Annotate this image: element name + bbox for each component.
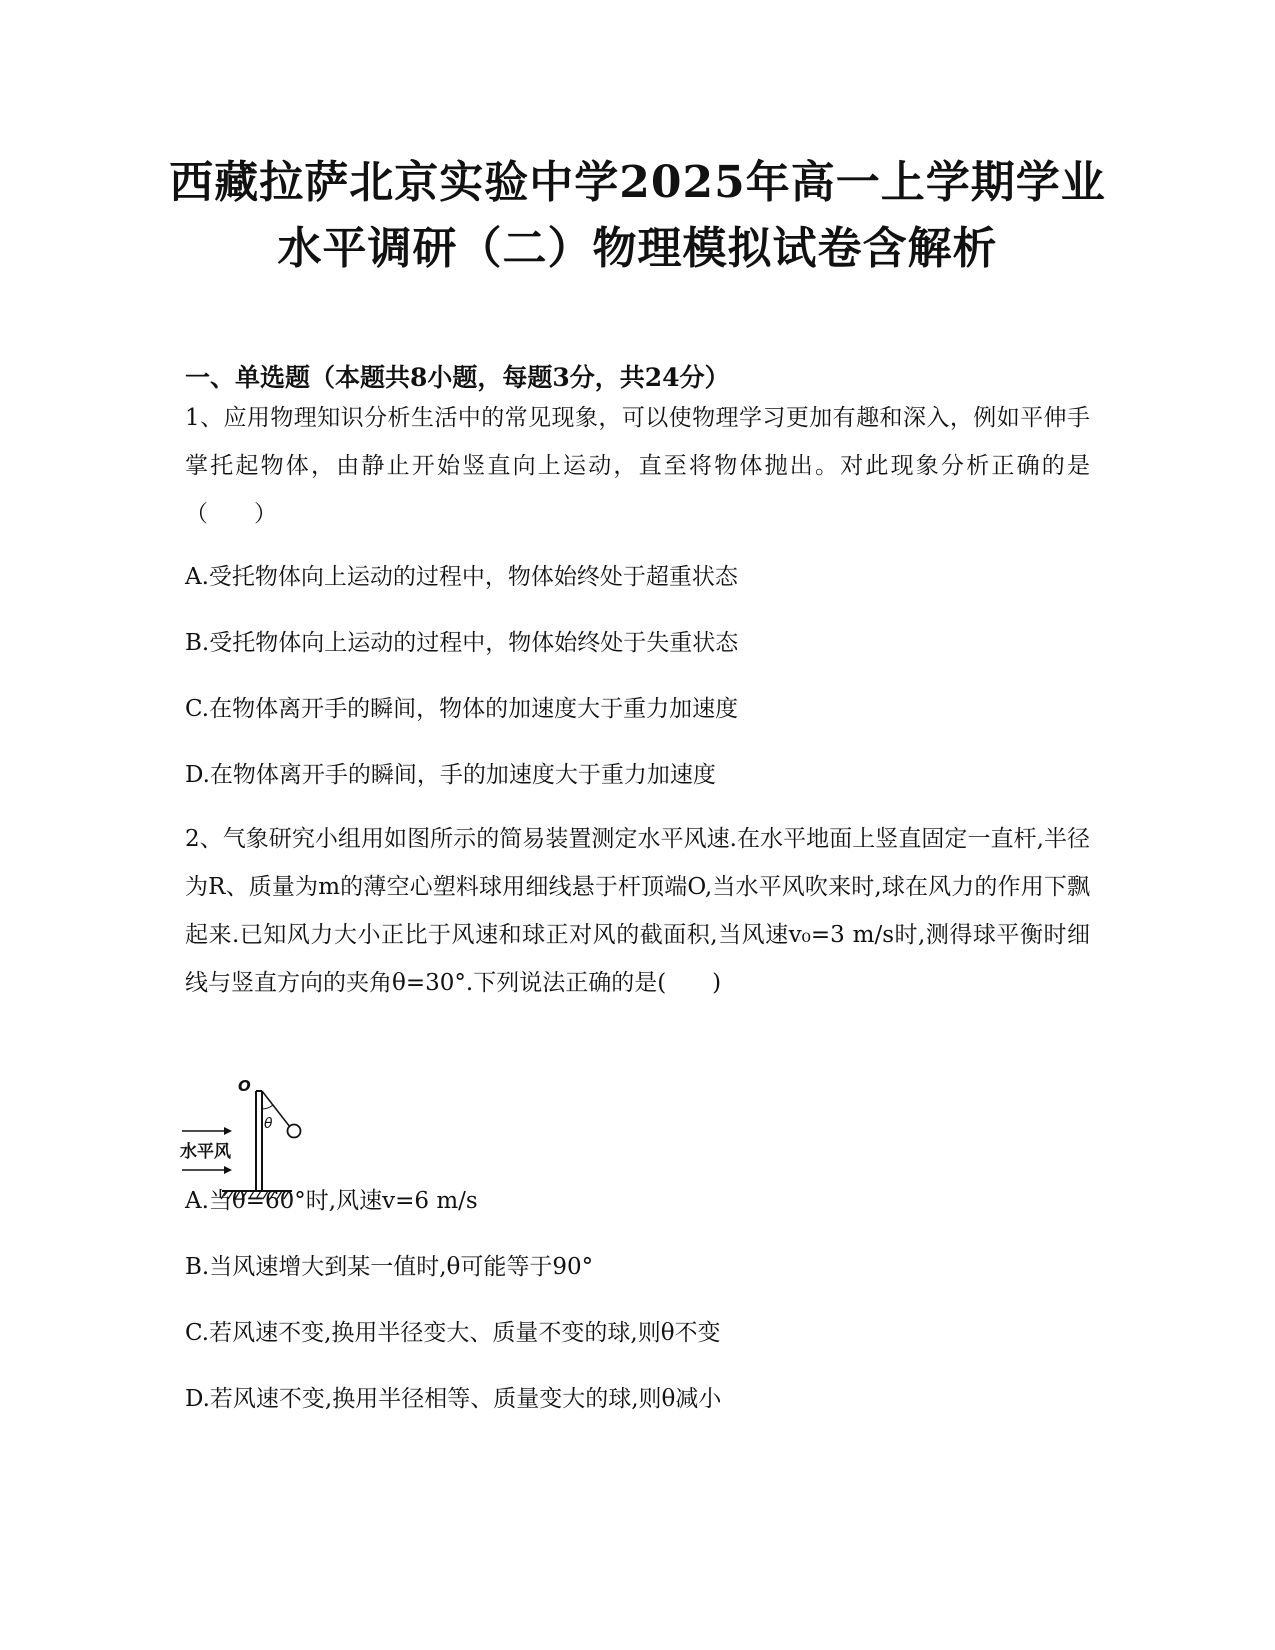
ball [288,1125,301,1138]
question-2-option-b: B.当风速增大到某一值时,θ可能等于90° [185,1254,594,1280]
document-title: 西藏拉萨北京实验中学2025年高一上学期学业水平调研（二）物理模拟试卷含解析 [169,157,1106,274]
wind-arrow-upper [182,1127,232,1135]
question-1-option-b: B.受托物体向上运动的过程中，物体始终处于失重状态 [185,630,739,656]
label-theta: θ [264,1116,273,1132]
label-wind: 水平风 [180,1142,231,1162]
question-1-option-c: C.在物体离开手的瞬间，物体的加速度大于重力加速度 [185,696,739,722]
wind-arrow-lower [182,1166,232,1174]
question-2-option-d: D.若风速不变,换用半径相等、质量变大的球,则θ减小 [185,1386,722,1412]
angle-arc [262,1105,273,1109]
question-2-option-a: A.当θ=60°时,风速v=6 m/s [185,1188,478,1214]
question-1-option-d: D.在物体离开手的瞬间，手的加速度大于重力加速度 [185,762,716,788]
question-1-stem: 1、应用物理知识分析生活中的常见现象，可以使物理学习更加有趣和深入，例如平伸手掌托起物体，由静止开始竖直向上运动，直至将物体抛出。对此现象分析正确的是（ ） [185,405,1090,527]
section-heading: 一、单选题（本题共8小题，每题3分，共24分） [185,363,730,392]
question-1-option-a: A.受托物体向上运动的过程中，物体始终处于超重状态 [185,564,738,590]
question-2-option-c: C.若风速不变,换用半径变大、质量不变的球,则θ不变 [185,1320,721,1346]
label-o: O [238,1077,251,1095]
question-2-stem: 2、气象研究小组用如图所示的简易装置测定水平风速.在水平地面上竖直固定一直杆,半径为R、质量为m的薄空心塑料球用细线悬于杆顶端O,当水平风吹来时,球在风力的作用下飘起来.已知风力大小正比于风速和球正对风的截面积,当风速v₀=3 m/s时,测得球平衡时细线与竖直方向的夹角θ=30°.下列说法正确的是( ) [185,826,1090,996]
